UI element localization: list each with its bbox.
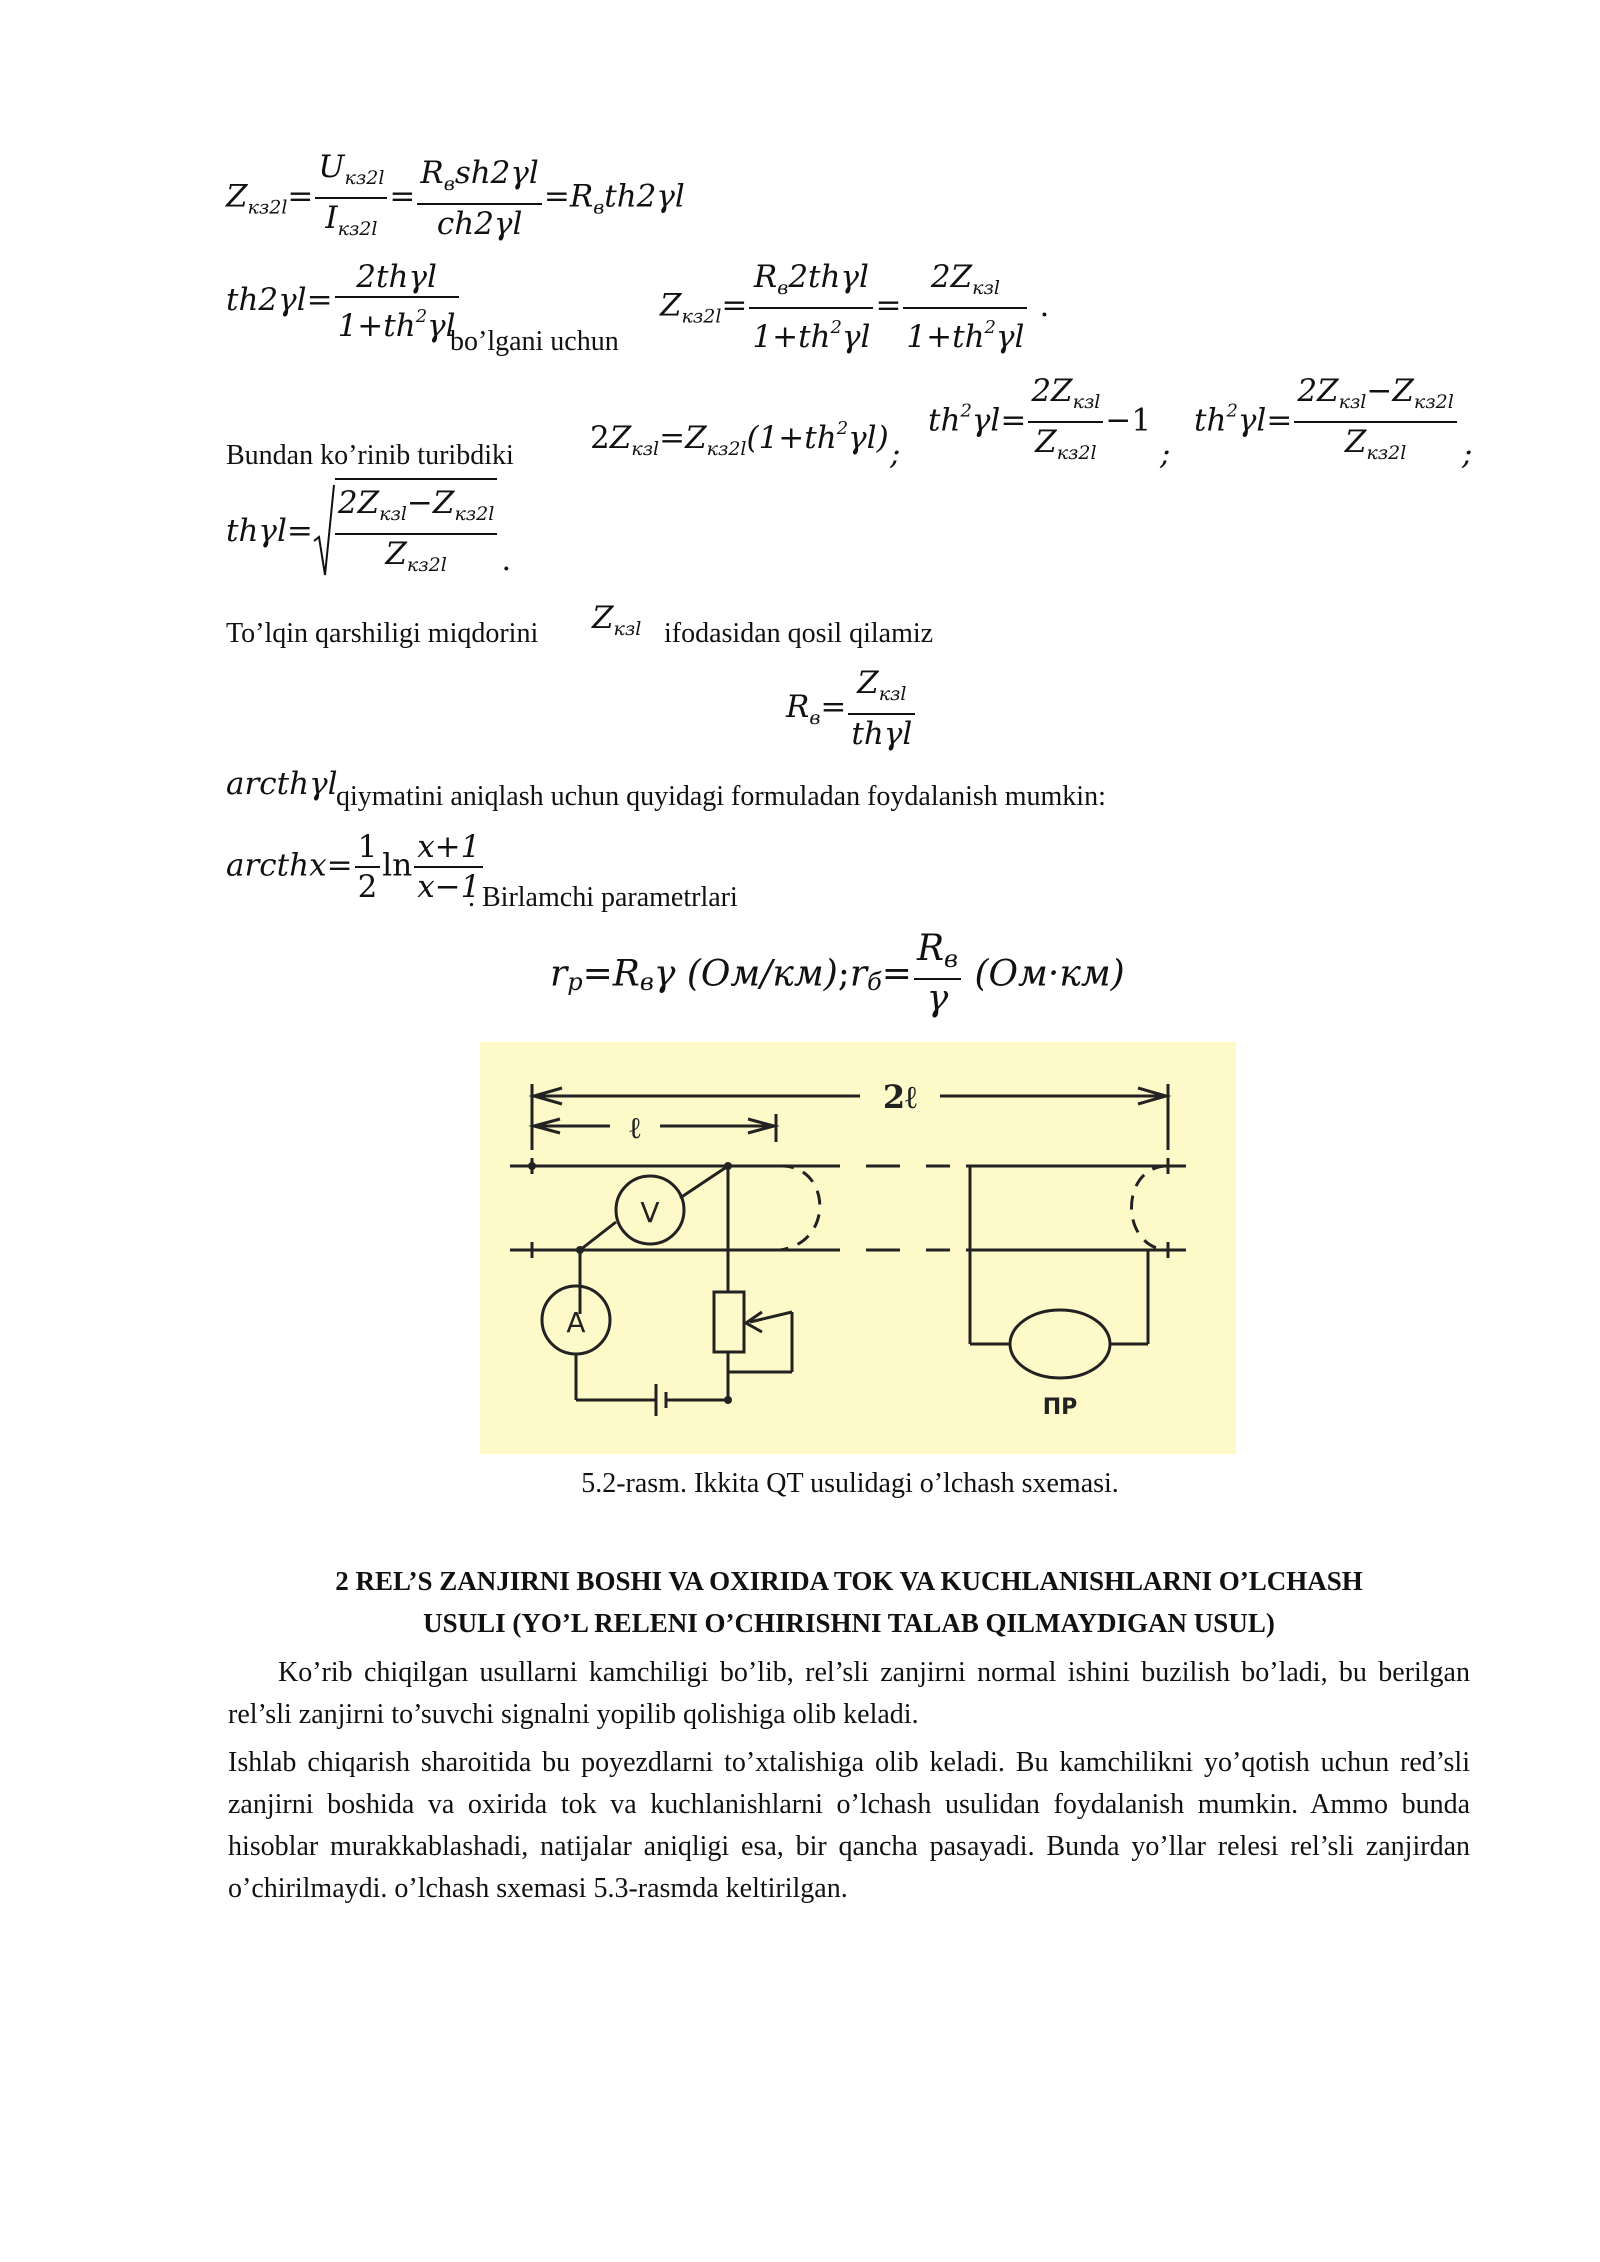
- ammeter-label: A: [566, 1306, 586, 1339]
- circuit-diagram: [480, 1042, 1236, 1454]
- formula-arcthgl: arcthγl: [226, 766, 338, 802]
- semicolon-3: ;: [1462, 436, 1473, 472]
- formula-th2-minus-1: $th^2\gamma l=$ $\frac{2Z_{кзl}}{Z_{кз2l}}$ −1: [928, 373, 1152, 464]
- formula-thgl-sqrt: thγl= $\frac{2Z_{кзl}-Z_{кз2l}}{Z_{кз2l}}$ .: [226, 478, 511, 584]
- label-l: ℓ: [629, 1111, 641, 1146]
- paragraph-1: Ko’rib chiqilgan usullarni kamchiligi bo’lib, rel’sli zanjirni normal ishini buzilish bo’ladi, bu berilgan rel’sli zanjirni to’suvchi signalni yopilib qolishiga olib keladi.: [228, 1657, 1470, 1730]
- formula-z-kz2l-th: $Z_{кз2l}=$ $\frac{R_в2th\gamma l}{1+th^2\gamma l}$ = $\frac{2Z_{кзl}}{1+th^2\gamma l}$ .: [660, 259, 1050, 355]
- formula-th2gl: th2γl= $\frac{\text{2thγl}}{1+th^2\gamma l}$: [226, 258, 461, 345]
- semicolon-2: ;: [1160, 436, 1171, 472]
- formula-2z-kzl: $2Z_{кзl}=Z_{кз2l}(1+th^2\gamma l)$: [590, 418, 889, 460]
- formula-arcthx: arcthx= $\frac{1}{2}$ ln $\frac{x+1}{x-1}$: [226, 828, 485, 906]
- formula-z-kzl-inline: $Z_{кзl}$: [592, 600, 642, 640]
- voltmeter-label: V: [640, 1196, 660, 1229]
- label-2l: 2ℓ: [882, 1078, 918, 1116]
- text-tolqin: To’lqin qarshiligi miqdorini: [226, 618, 539, 649]
- formula-primary-params: $r_р=R_в\gamma$ $(Ом/км);r_б=$ $\frac{R_в}{\gamma}$ (Ом·км): [550, 928, 1125, 1019]
- section-heading-line-1: 2 REL’S ZANJIRNI BOSHI VA OXIRIDA TOK VA KUCHLANISHLARNI O’LCHASH: [335, 1566, 1363, 1596]
- figure-measurement-scheme: [480, 1042, 1236, 1454]
- paragraph-2: Ishlab chiqarish sharoitida bu poyezdlarni to’xtalishiga olib keladi. Bu kamchilikni yo’qotish uchun red’sli zanjirni boshida va oxirida tok va kuchlanishlarni o’lchash usulidan foydalanish mumkin. Ammo bunda hisoblar murakkablashadi, natijalar aniqligi esa, bir qancha pasayadi. Bunda yo’llar relesi rel’sli zanjirdan o’chirilmaydi. o’lchash sxemasi 5.3-rasmda keltirilgan.: [228, 1747, 1470, 1904]
- section-heading-line-2: USULI (YO’L RELENI O’CHIRISHNI TALAB QILMAYDIGAN USUL): [423, 1608, 1275, 1638]
- sqrt-sign: [313, 483, 335, 579]
- text-bolgani-uchun: bo’lgani uchun: [450, 326, 619, 357]
- receiver-label: ПР: [1042, 1395, 1078, 1420]
- text-bundan: Bundan ko’rinib turibdiki: [226, 440, 514, 471]
- figure-caption: 5.2-rasm. Ikkita QT usulidagi o’lchash sxemasi.: [581, 1468, 1119, 1499]
- formula-rv: $R_в=$ $\frac{Z_{кзl}}{\text{thγl}}$: [786, 664, 917, 753]
- text-qiymatini: qiymatini aniqlash uchun quyidagi formuladan foydalanish mumkin:: [336, 781, 1106, 812]
- formula-z-kz2l: $Z_{кз2l}=$ $\frac{U_{кз2l}}{I_{кз2l}}$ = $\frac{R_вsh2\gamma l}{ch2\gamma l}$ $=R_вth2\gamma l$: [226, 149, 685, 242]
- formula-th2-ratio: $th^2\gamma l=$ $\frac{2Z_{кзl}-Z_{кз2l}}{Z_{кз2l}}$: [1194, 372, 1459, 472]
- semicolon-1: ;: [890, 436, 901, 472]
- text-ifodasidan: ifodasidan qosil qilamiz: [664, 618, 934, 649]
- text-birlamchi: . Birlamchi parametrlari: [468, 882, 738, 913]
